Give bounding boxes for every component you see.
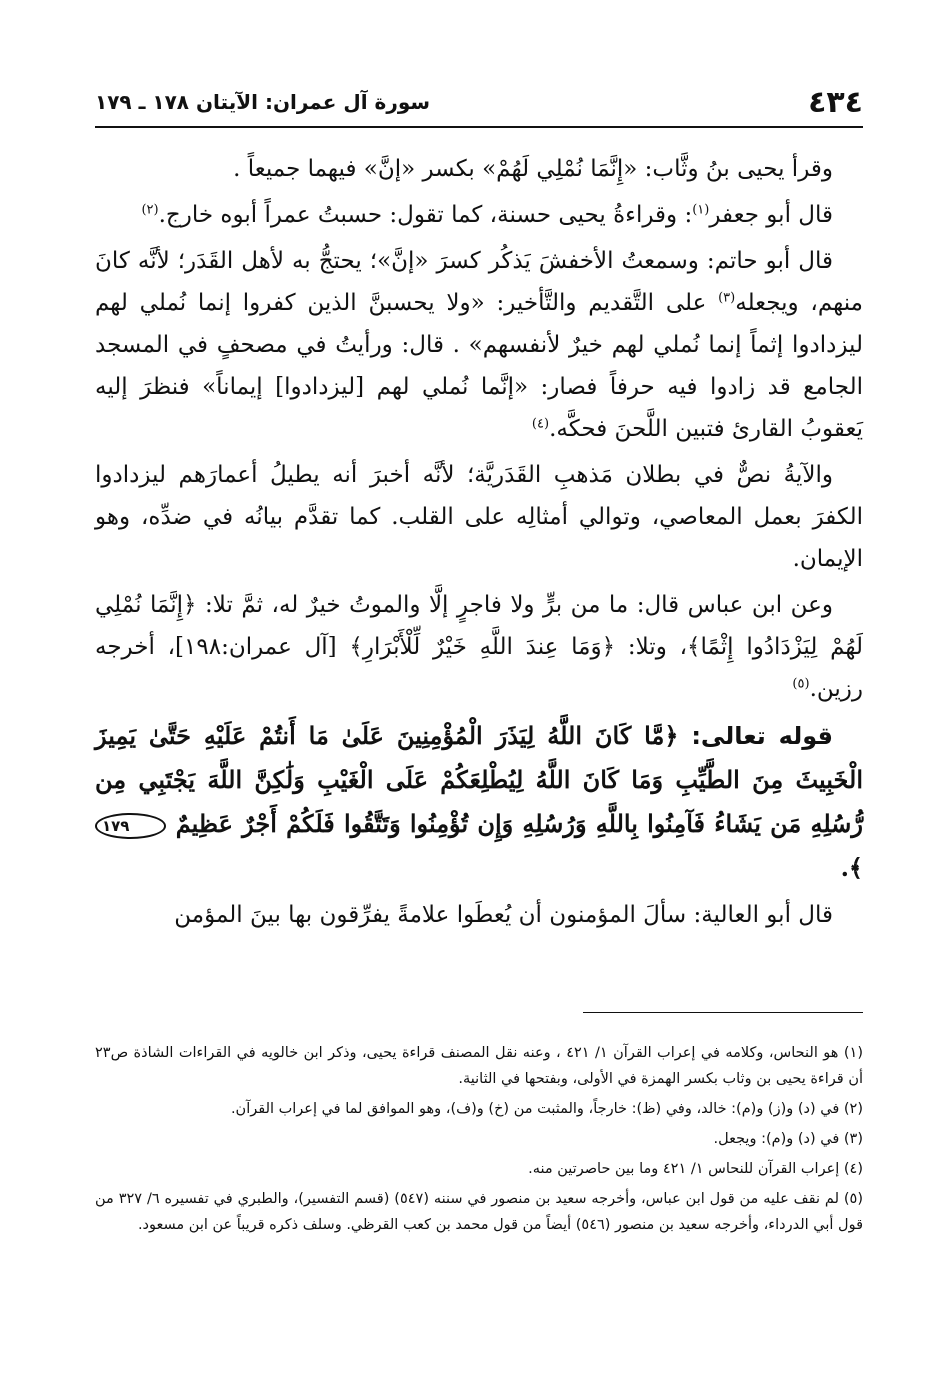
running-title: سورة آل عمران: الآيتان ١٧٨ ـ ١٧٩ — [95, 90, 431, 114]
footnote: (١) هو النحاس، وكلامه في إعراب القرآن ١/ ٤٢١ ، وعنه نقل المصنف قراءة يحيى، وذكر ابن خالويه في القراءات الشاذة ص٢٣ أن قراءة يحيى بن وثاب بكسر الهمزة في الأولى، وبفتحها في الثانية. — [95, 1045, 863, 1087]
paragraph: وعن ابن عباس قال: ما من برٍّ ولا فاجرٍ إلَّا والموتُ خيرٌ له، ثمَّ تلا: ﴿إِنَّمَا نُمْلِي لَهُمْ لِيَزْدَادُوا إِثْمًا﴾، وتلا: ﴿وَمَا عِندَ اللَّهِ خَيْرٌ لِّلْأَبْرَارِ﴾ [آل عمران:١٩٨]، أخرجه رزين.$^{(٥)}$ — [95, 592, 864, 702]
footnote-ref[interactable]: (١) — [692, 202, 710, 218]
paragraph: قال أبو العالية: سألَ المؤمنون أن يُعطَوا علامةً يفرِّقون بها بينَ المؤمن — [174, 902, 833, 928]
page-number: ٤٣٤ — [808, 84, 863, 120]
verse-text: ﴿مَّا كَانَ اللَّهُ لِيَذَرَ الْمُؤْمِنِينَ عَلَىٰ مَا أَنتُمْ عَلَيْهِ حَتَّىٰ يَمِيزَ الْخَبِيثَ مِنَ الطَّيِّبِ وَمَا كَانَ اللَّهُ لِيُطْلِعَكُمْ عَلَى الْغَيْبِ وَلَٰكِنَّ اللَّهَ يَجْتَبِي مِن رُّسُلِهِ مَن يَشَاءُ فَآمِنُوا بِاللَّهِ وَرُسُلِهِ وَإِن تُؤْمِنُوا وَتَتَّقُوا فَلَكُمْ أَجْرٌ عَظِيمٌ — [95, 721, 863, 838]
footnote: (٤) إعراب القرآن للنحاس ١/ ٤٢١ وما بين حاصرتين منه. — [528, 1161, 863, 1177]
paragraph: والآيةُ نصٌّ في بطلان مَذهبِ القَدَريَّة؛ لأنَّه أخبرَ أنه يطيلُ أعمارَهم ليزدادوا الكفرَ بعمل المعاصي، وتوالي أمثالِه على القلب. كما تقدَّم بيانُه في ضدِّه، وهو الإيمان. — [95, 462, 863, 572]
main-text — [95, 148, 863, 940]
footnote: (٥) لم نقف عليه من قول ابن عباس، وأخرجه سعيد بن منصور في سننه (٥٤٧) (قسم التفسير)، والطبري في تفسيره ٦/ ٣٢٧ من قول أبي الدرداء، وأخرجه سعيد بن منصور (٥٤٦) أيضاً من قول محمد بن كعب القرظي. وسلف ذكره قريباً عن ابن مسعود. — [95, 1191, 864, 1233]
footnote-ref[interactable]: (٢) — [141, 202, 159, 218]
footnotes-rule — [583, 1012, 863, 1013]
footnote-ref[interactable]: (٣) — [718, 290, 736, 306]
page-header — [95, 78, 863, 126]
footnote: (٣) في (د) و(م): ويجعل. — [713, 1131, 863, 1147]
paragraph: قال أبو جعفر$^{(١)}$: وقراءةُ يحيى حسنة، كما تقول: حسبتُ عمراً أبوه خارج.$^{(٢)}$ — [141, 202, 833, 228]
paragraph: وقرأ يحيى بنُ وثَّاب: «إِنَّمَا نُمْلِي لَهُمْ» بكسر «إنَّ» فيهما جميعاً . — [233, 156, 833, 182]
quran-verse — [95, 714, 863, 890]
footnote-ref[interactable]: (٤) — [531, 416, 550, 432]
paragraph: قال أبو حاتم: وسمعتُ الأخفشَ يَذكُر كسرَ «إنَّ»؛ يحتجُّ به لأهل القَدَر؛ لأنَّه كانَ منهم، ويجعله$^{(٣)}$ على التَّقديم والتَّأخير: «ولا يحسبنَّ الذين كفروا إنما نُملي لهم ليزدادوا إثماً إنما نُملي لهم خيرٌ لأنفسهم» . قال: ورأيتُ في مصحفٍ في المسجد الجامع قد زادوا فيه حرفاً فصار: «إنَّما نُملي لهم [ليزدادوا] إيماناً» فنظرَ إليه يَعقوبُ القارئ فتبين اللَّحنَ فحكَّه.$^{(٤)}$ — [95, 248, 863, 442]
footnote: (٢) في (د) و(ز) و(م): خالد، وفي (ظ): خارجاً، والمثبت من (خ) و(ف)، وهو الموافق لما في إعراب القرآن. — [230, 1101, 863, 1117]
verse-label: قوله تعالى: — [691, 722, 834, 750]
header-rule — [95, 126, 863, 128]
footnotes — [95, 1040, 863, 1242]
verse-close: ﴾. — [840, 853, 863, 882]
footnote-ref[interactable]: (٥) — [792, 676, 810, 692]
ayah-number-marker: ١٧٩ — [95, 813, 166, 839]
